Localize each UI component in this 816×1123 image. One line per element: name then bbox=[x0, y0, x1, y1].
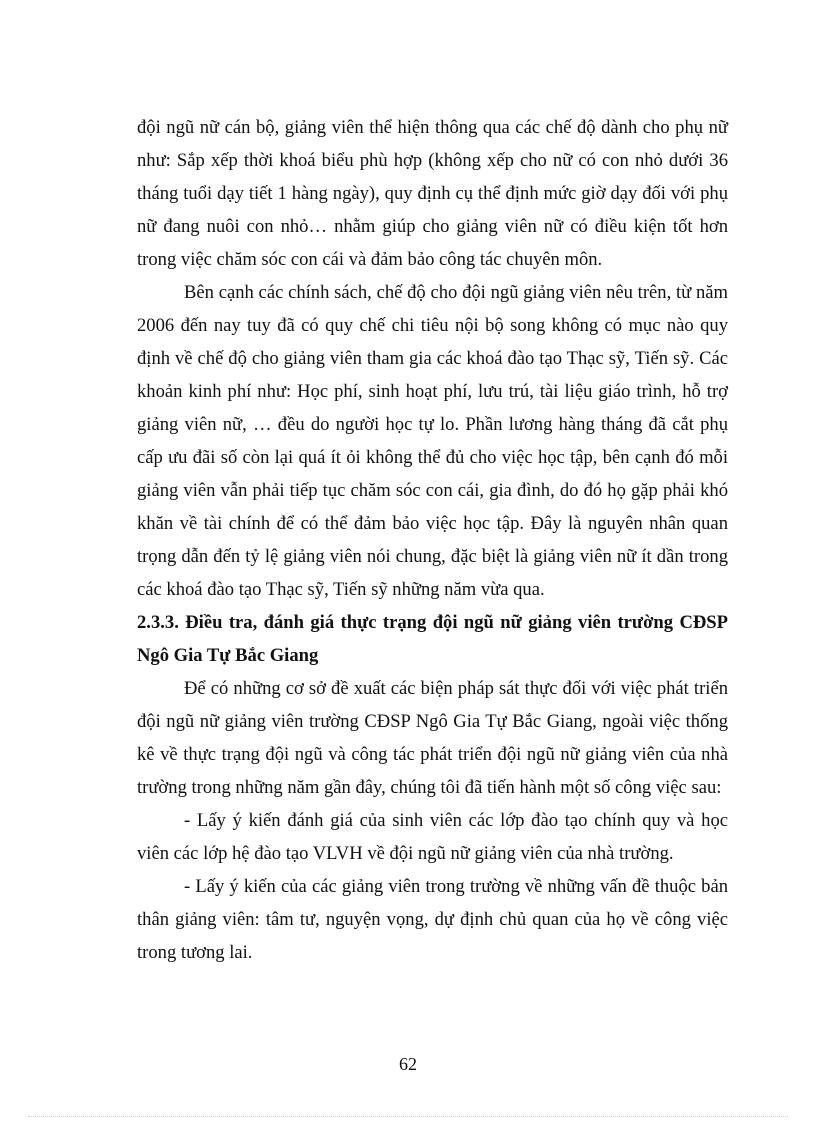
list-item-student-survey: - Lấy ý kiến đánh giá của sinh viên các lớp đào tạo chính quy và học viên các lớp hệ đào tạo VLVH về đội ngũ nữ giảng viên của nhà trường. bbox=[137, 810, 728, 864]
section-heading: 2.3.3. Điều tra, đánh giá thực trạng đội ngũ nữ giảng viên trường CĐSP Ngô Gia Tự Bắc Giang bbox=[137, 612, 728, 666]
page-number: 62 bbox=[399, 1054, 417, 1074]
paragraph-survey-basis: Để có những cơ sở đề xuất các biện pháp sát thực đối với việc phát triển đội ngũ nữ giảng viên trường CĐSP Ngô Gia Tự Bắc Giang, ngoài việc thống kê về thực trạng đội ngũ và công tác phát triển đội ngũ nữ giảng viên của nhà trường trong những năm gần đây, chúng tôi đã tiến hành một số công việc sau: bbox=[137, 678, 728, 798]
page-body bbox=[137, 111, 728, 969]
paragraph-continuation: đội ngũ nữ cán bộ, giảng viên thể hiện thông qua các chế độ dành cho phụ nữ như: Sắp xếp thời khoá biểu phù hợp (không xếp cho nữ có con nhỏ dưới 36 tháng tuổi dạy tiết 1 hàng ngày), quy định cụ thể định mức giờ dạy đối với phụ nữ đang nuôi con nhỏ… nhằm giúp cho giảng viên nữ có điều kiện tốt hơn trong việc chăm sóc con cái và đảm bảo công tác chuyên môn. bbox=[137, 117, 728, 270]
list-item-lecturer-survey: - Lấy ý kiến của các giảng viên trong trường về những vấn đề thuộc bản thân giảng viên: tâm tư, nguyện vọng, dự định chủ quan của họ về công việc trong tương lai. bbox=[137, 876, 728, 963]
page-bottom-divider bbox=[28, 1116, 788, 1117]
paragraph-policies: Bên cạnh các chính sách, chế độ cho đội ngũ giảng viên nêu trên, từ năm 2006 đến nay tuy đã có quy chế chi tiêu nội bộ song không có mục nào quy định về chế độ cho giảng viên tham gia các khoá đào tạo Thạc sỹ, Tiến sỹ. Các khoản kinh phí như: Học phí, sinh hoạt phí, lưu trú, tài liệu giáo trình, hỗ trợ giảng viên nữ, … đều do người học tự lo. Phần lương hàng tháng đã cắt phụ cấp ưu đãi số còn lại quá ít ỏi không thể đủ cho việc học tập, bên cạnh đó mỗi giảng viên vẫn phải tiếp tục chăm sóc con cái, gia đình, do đó họ gặp phải khó khăn về tài chính để có thể đảm bảo việc học tập. Đây là nguyên nhân quan trọng dẫn đến tỷ lệ giảng viên nói chung, đặc biệt là giảng viên nữ ít dần trong các khoá đào tạo Thạc sỹ, Tiến sỹ những năm vừa qua. bbox=[137, 282, 728, 600]
